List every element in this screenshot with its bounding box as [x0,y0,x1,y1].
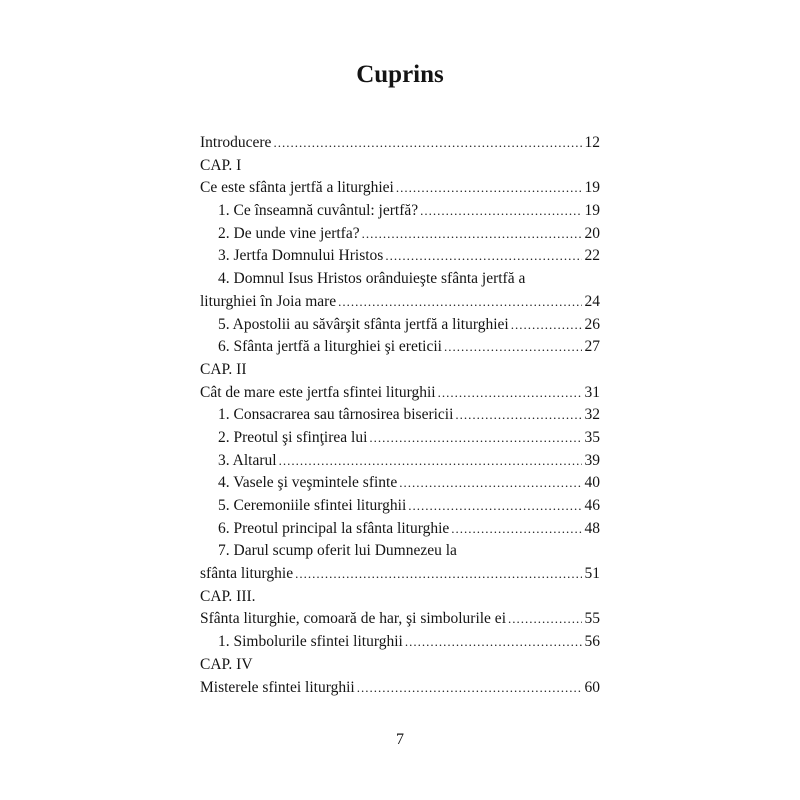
toc-subentry [200,631,600,654]
toc-entry-label: 4. Domnul Isus Hristos orânduieşte sfânta jertfă a [218,270,526,288]
toc-entry-label: Cât de mare este jertfa sfintei liturghii [200,383,436,401]
page-number: 7 [396,731,404,748]
toc-entry-page: 40 [584,474,600,492]
toc-entry-label: 1. Simbolurile sfintei liturghii [218,633,403,651]
toc-entry-label: 2. Preotul şi sfinţirea lui [218,428,368,446]
toc-entry-label: 7. Darul scump oferit lui Dumnezeu la [218,542,457,560]
toc-entry-label: 3. Jertfa Domnului Hristos [218,247,384,265]
toc-entry-label: CAP. II [200,360,247,378]
toc-entry-page: 22 [584,247,600,265]
dot-leader [338,291,581,314]
toc-subentry [200,427,600,450]
table-of-contents [200,132,600,699]
toc-entry-page: 56 [584,633,600,651]
toc-entry [200,132,600,155]
toc-subentry [200,518,600,541]
toc-entry [200,608,600,631]
toc-entry [200,382,600,405]
toc-entry-page: 31 [584,383,600,401]
dot-leader [511,314,582,337]
toc-subentry [200,450,600,473]
page-title: Cuprins [356,61,444,88]
dot-leader [399,472,581,495]
toc-subentry [200,336,600,359]
toc-entry-page: 27 [584,338,600,356]
toc-entry-label: Misterele sfintei liturghii [200,678,355,696]
toc-subentry-continuation [200,291,600,314]
toc-entry-label: 6. Preotul principal la sfânta liturghie [218,519,450,537]
toc-subentry [200,200,600,223]
toc-entry-page: 46 [584,497,600,514]
toc-entry-label: 3. Altarul [218,451,277,469]
toc-entry-label: 1. Ce înseamnă cuvântul: jertfă? [218,202,419,220]
toc-entry-label: CAP. IV [200,655,253,673]
toc-entry-page: 39 [584,451,600,469]
dot-leader [408,495,581,518]
toc-chapter-heading [200,654,600,677]
toc-chapter-heading [200,359,600,382]
toc-subentry [200,472,600,495]
toc-subentry-continuation [200,563,600,586]
toc-subentry [200,268,600,291]
toc-entry-page: 48 [584,519,600,537]
toc-entry-page: 19 [584,179,600,197]
toc-entry-label: CAP. III. [200,587,256,605]
toc-entry-page: 20 [584,224,600,242]
dot-leader [508,608,582,631]
toc-entry-label: 1. Consacrarea sau târnosirea bisericii [218,406,454,424]
dot-leader [279,450,582,473]
toc-entry-page: 12 [584,134,600,151]
toc-subentry [200,495,600,518]
dot-leader [385,245,581,268]
dot-leader [369,427,581,450]
toc-entry-label: sfânta liturghie [200,565,294,583]
toc-entry-page: 51 [584,565,600,583]
toc-entry-label: 5. Apostolii au săvârşit sfânta jertfă a liturghiei [218,315,509,333]
dot-leader [273,132,581,155]
dot-leader [295,563,581,586]
toc-entry-page: 35 [584,428,600,446]
toc-entry [200,677,600,700]
toc-entry-label: Ce este sfânta jertfă a liturghiei [200,179,394,197]
toc-entry [200,177,600,200]
toc-entry-page: 60 [584,678,600,696]
toc-entry-page: 26 [584,315,600,333]
toc-entry-label: Introducere [200,134,272,151]
toc-chapter-heading [200,586,600,609]
toc-entry-label: 2. De unde vine jertfa? [218,224,360,242]
toc-entry-label: 6. Sfânta jertfă a liturghiei şi ereticii [218,338,442,356]
dot-leader [405,631,582,654]
toc-subentry [200,540,600,563]
toc-entry-page: 32 [584,406,600,424]
dot-leader [357,677,582,700]
dot-leader [444,336,582,359]
dot-leader [420,200,581,223]
toc-subentry [200,223,600,246]
dot-leader [438,382,582,405]
dot-leader [396,177,582,200]
toc-entry-page: 24 [584,292,600,310]
toc-entry-label: 5. Ceremoniile sfintei liturghii [218,497,407,514]
dot-leader [362,223,582,246]
toc-subentry [200,245,600,268]
toc-entry-label: CAP. I [200,156,242,174]
toc-entry-page: 19 [584,202,600,220]
toc-subentry [200,404,600,427]
toc-entry-label: 4. Vasele şi veşmintele sfinte [218,474,398,492]
toc-chapter-heading [200,155,600,178]
toc-subentry [200,314,600,337]
toc-entry-label: Sfânta liturghie, comoară de har, şi simbolurile ei [200,610,506,628]
dot-leader [451,518,581,541]
dot-leader [455,404,581,427]
toc-entry-page: 55 [584,610,600,628]
toc-entry-label: liturghiei în Joia mare [200,292,337,310]
